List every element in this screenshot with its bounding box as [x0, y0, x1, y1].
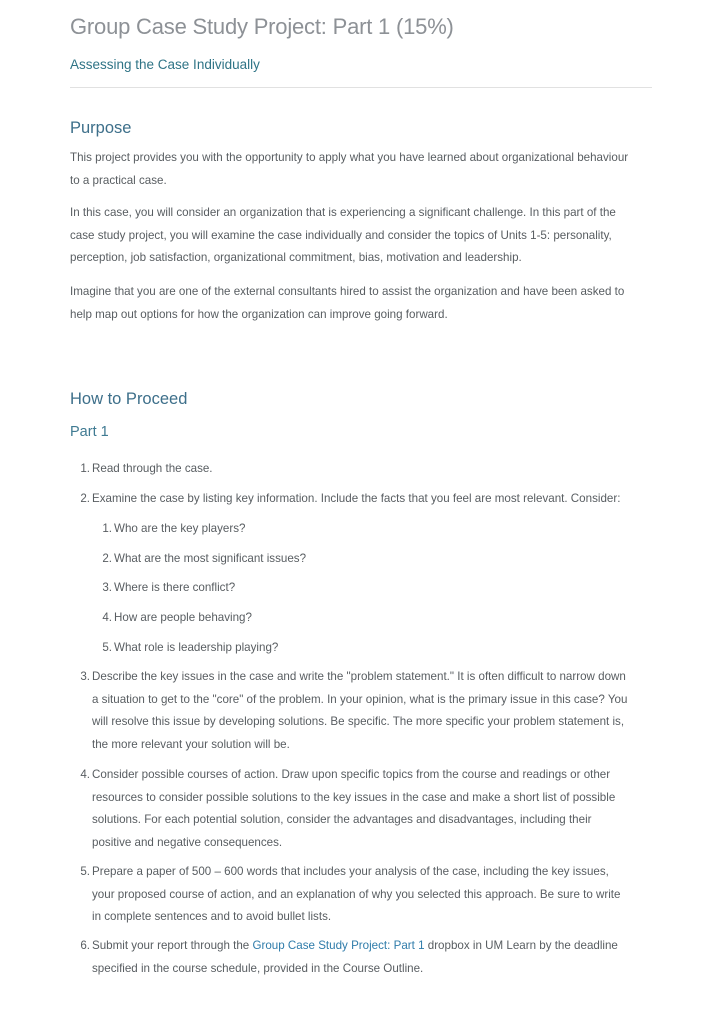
- purpose-paragraph-1: This project provides you with the opportunity to apply what you have learned about organizational behaviour to a practical case.: [70, 151, 629, 187]
- step-number: 5.: [80, 865, 90, 878]
- step-text-before-link: Submit your report through the: [92, 939, 253, 952]
- list-item-step-1: [70, 458, 630, 481]
- page-subtitle: Assessing the Case Individually: [70, 57, 260, 72]
- step-text-after-link: dropbox in UM Learn by the deadline specified in the course schedule, provided in the Course Outline.: [92, 939, 618, 975]
- list-item-step-2: [70, 488, 630, 511]
- substep-number: 3.: [102, 581, 112, 594]
- list-item-substep-3: [92, 577, 512, 600]
- step-number: 3.: [80, 670, 90, 683]
- step-text: Consider possible courses of action. Draw upon specific topics from the course and readings or other resources to consider possible solutions to the key issues in the case and make a short list of possible solutions. For each potential solution, consider the advantages and disadvantages, including their positive and negative consequences.: [92, 768, 616, 849]
- dropbox-link[interactable]: Group Case Study Project: Part 1: [252, 939, 425, 952]
- purpose-paragraph-3: Imagine that you are one of the external consultants hired to assist the organization and have been asked to help map out options for how the organization can improve going forward.: [70, 285, 625, 321]
- substep-text: Who are the key players?: [114, 522, 246, 535]
- substep-number: 5.: [102, 641, 112, 654]
- list-item-substep-2: [92, 548, 512, 571]
- substep-number: 2.: [102, 552, 112, 565]
- step-text: Prepare a paper of 500 – 600 words that includes your analysis of the case, including the key issues, your proposed course of action, and an explanation of why you selected this approach. Be sure to write in complete sentences and to avoid bullet lists.: [92, 865, 621, 923]
- part-1-heading: Part 1: [70, 424, 109, 440]
- step-text: Describe the key issues in the case and write the "problem statement." It is often difficult to narrow down a situation to get to the "core" of the problem. In your opinion, what is the primary issue in this case? You will resolve this issue by developing solutions. Be specific. The more specific your problem statement is, the more relevant your solution will be.: [92, 670, 628, 751]
- substep-text: What role is leadership playing?: [114, 641, 279, 654]
- substep-text: How are people behaving?: [114, 611, 252, 624]
- step-text: Examine the case by listing key information. Include the facts that you feel are most relevant. Consider:: [92, 492, 621, 505]
- list-item-step-3: [70, 666, 630, 756]
- step-text: Read through the case.: [92, 462, 213, 475]
- header-divider: [70, 87, 652, 88]
- step-number: 1.: [80, 462, 90, 475]
- how-to-proceed-heading: How to Proceed: [70, 390, 188, 408]
- step-number: 2.: [80, 492, 90, 505]
- step-number: 4.: [80, 768, 90, 781]
- substep-text: What are the most significant issues?: [114, 552, 307, 565]
- substep-text: Where is there conflict?: [114, 581, 236, 594]
- purpose-paragraph-2: In this case, you will consider an organization that is experiencing a significant challenge. In this part of the case study project, you will examine the case individually and consider the topics of Units 1-5: personality, perception, job satisfaction, organizational commitment, bias, motivation and leadership.: [70, 206, 616, 264]
- step-number: 6.: [80, 939, 90, 952]
- list-item-step-5: [70, 861, 630, 929]
- substep-number: 4.: [102, 611, 112, 624]
- list-item-substep-4: [92, 607, 512, 630]
- substep-number: 1.: [102, 522, 112, 535]
- purpose-heading: Purpose: [70, 119, 132, 137]
- list-item-step-6: [70, 935, 630, 980]
- page-title: Group Case Study Project: Part 1 (15%): [70, 14, 454, 39]
- list-item-substep-5: [92, 637, 512, 660]
- list-item-substep-1: [92, 518, 512, 541]
- list-item-step-4: [70, 764, 630, 854]
- step-text: [92, 935, 630, 980]
